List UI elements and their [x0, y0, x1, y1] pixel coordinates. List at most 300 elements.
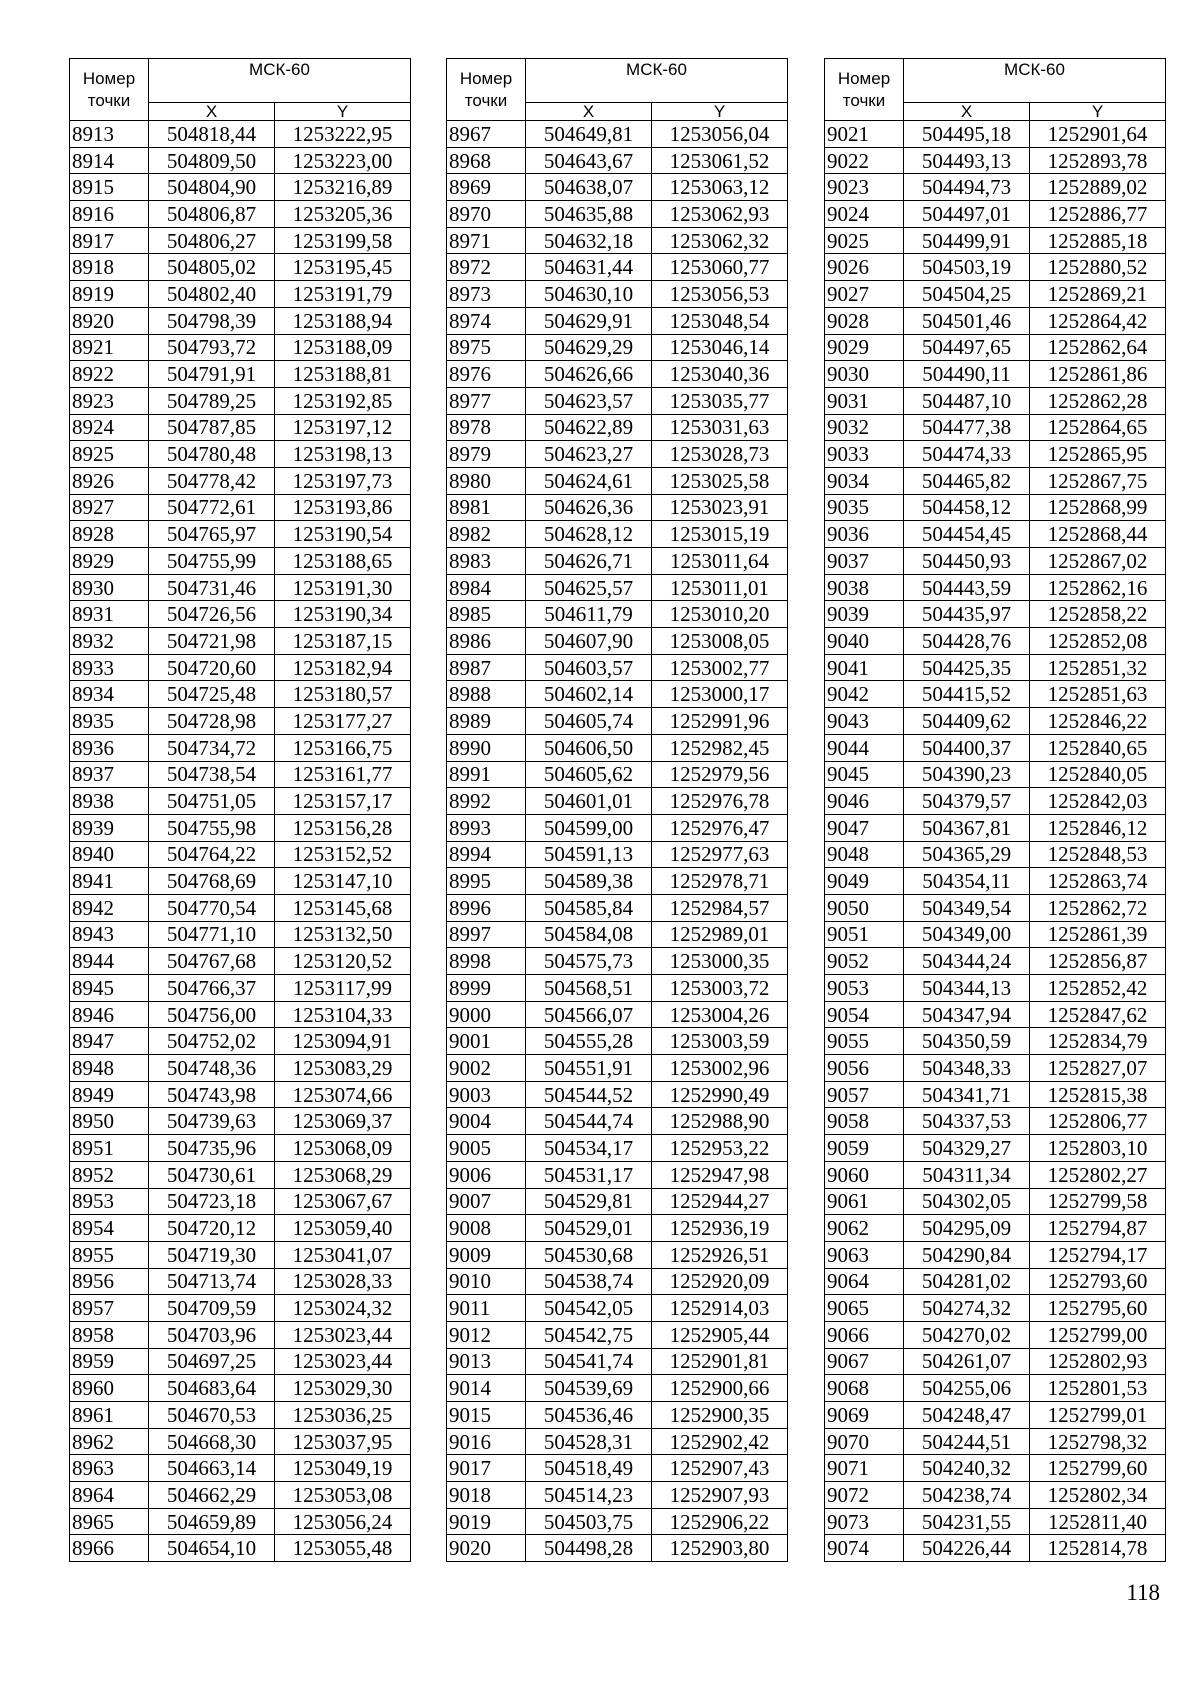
y-coordinate-cell: 1252862,64 — [1030, 334, 1166, 361]
x-coordinate-cell: 504529,81 — [526, 1188, 652, 1215]
y-coordinate-cell: 1253036,25 — [275, 1402, 411, 1429]
y-coordinate-cell: 1253161,77 — [275, 761, 411, 788]
point-number-cell: 8984 — [447, 574, 526, 601]
table-row — [447, 1455, 788, 1482]
point-number-cell: 8932 — [70, 628, 149, 655]
point-number-cell: 9012 — [447, 1321, 526, 1348]
x-coordinate-cell: 504544,74 — [526, 1108, 652, 1135]
x-coordinate-cell: 504748,36 — [149, 1055, 275, 1082]
table-row — [825, 1001, 1166, 1028]
y-header: Y — [652, 103, 788, 121]
table-row — [70, 441, 411, 468]
y-coordinate-cell: 1253191,30 — [275, 574, 411, 601]
table-row — [825, 975, 1166, 1002]
table-row — [447, 1055, 788, 1082]
y-coordinate-cell: 1253132,50 — [275, 921, 411, 948]
point-number-cell: 9062 — [825, 1215, 904, 1242]
table-row — [825, 1241, 1166, 1268]
point-number-cell: 9039 — [825, 601, 904, 628]
y-coordinate-cell: 1252856,87 — [1030, 948, 1166, 975]
point-number-cell: 9022 — [825, 147, 904, 174]
point-number-cell: 8983 — [447, 548, 526, 575]
x-coordinate-cell: 504555,28 — [526, 1028, 652, 1055]
point-number-cell: 9035 — [825, 494, 904, 521]
point-number-cell: 8928 — [70, 521, 149, 548]
x-coordinate-cell: 504504,25 — [904, 281, 1030, 308]
y-coordinate-cell: 1252982,45 — [652, 734, 788, 761]
table-row — [825, 894, 1166, 921]
x-coordinate-cell: 504713,74 — [149, 1268, 275, 1295]
y-coordinate-cell: 1253040,36 — [652, 361, 788, 388]
y-coordinate-cell: 1252880,52 — [1030, 254, 1166, 281]
x-coordinate-cell: 504743,98 — [149, 1081, 275, 1108]
coordinate-system-header: МСК-60 — [526, 59, 788, 103]
coordinate-system-header: МСК-60 — [904, 59, 1166, 103]
x-coordinate-cell: 504725,48 — [149, 681, 275, 708]
point-number-cell: 8968 — [447, 147, 526, 174]
table-row — [70, 975, 411, 1002]
x-coordinate-cell: 504454,45 — [904, 521, 1030, 548]
table-row — [825, 521, 1166, 548]
point-number-cell: 8966 — [70, 1535, 149, 1562]
point-number-cell: 9017 — [447, 1455, 526, 1482]
table-row — [447, 494, 788, 521]
x-coordinate-cell: 504514,23 — [526, 1482, 652, 1509]
point-number-cell: 8998 — [447, 948, 526, 975]
point-number-cell: 9018 — [447, 1482, 526, 1509]
x-coordinate-cell: 504626,36 — [526, 494, 652, 521]
point-number-cell: 8946 — [70, 1001, 149, 1028]
y-coordinate-cell: 1252867,02 — [1030, 548, 1166, 575]
point-number-cell: 9069 — [825, 1402, 904, 1429]
x-coordinate-cell: 504551,91 — [526, 1055, 652, 1082]
table-row — [70, 628, 411, 655]
x-coordinate-cell: 504495,18 — [904, 121, 1030, 148]
table-row — [447, 1268, 788, 1295]
x-coordinate-cell: 504787,85 — [149, 414, 275, 441]
table-row — [70, 1241, 411, 1268]
x-coordinate-cell: 504344,13 — [904, 975, 1030, 1002]
x-coordinate-cell: 504755,99 — [149, 548, 275, 575]
x-coordinate-cell: 504668,30 — [149, 1428, 275, 1455]
x-coordinate-cell: 504238,74 — [904, 1482, 1030, 1509]
point-number-cell: 8945 — [70, 975, 149, 1002]
y-coordinate-cell: 1253223,00 — [275, 147, 411, 174]
y-coordinate-cell: 1253216,89 — [275, 174, 411, 201]
y-coordinate-cell: 1252863,74 — [1030, 868, 1166, 895]
point-number-cell: 9047 — [825, 814, 904, 841]
y-coordinate-cell: 1252947,98 — [652, 1161, 788, 1188]
y-coordinate-cell: 1253056,53 — [652, 281, 788, 308]
table-row — [447, 174, 788, 201]
y-coordinate-cell: 1252834,79 — [1030, 1028, 1166, 1055]
point-number-cell: 8985 — [447, 601, 526, 628]
y-coordinate-cell: 1252953,22 — [652, 1135, 788, 1162]
point-number-cell: 8973 — [447, 281, 526, 308]
y-coordinate-cell: 1253028,73 — [652, 441, 788, 468]
x-coordinate-cell: 504498,28 — [526, 1535, 652, 1562]
x-coordinate-cell: 504625,57 — [526, 574, 652, 601]
point-number-cell: 9073 — [825, 1508, 904, 1535]
x-coordinate-cell: 504365,29 — [904, 841, 1030, 868]
coordinates-table-2 — [446, 58, 788, 1562]
y-coordinate-cell: 1252811,40 — [1030, 1508, 1166, 1535]
y-coordinate-cell: 1253187,15 — [275, 628, 411, 655]
y-coordinate-cell: 1253059,40 — [275, 1215, 411, 1242]
point-number-cell: 9015 — [447, 1402, 526, 1429]
table-row — [70, 1001, 411, 1028]
point-number-cell: 8949 — [70, 1081, 149, 1108]
point-number-cell: 9004 — [447, 1108, 526, 1135]
y-coordinate-cell: 1252976,78 — [652, 788, 788, 815]
table-row — [70, 1348, 411, 1375]
point-number-cell: 8977 — [447, 387, 526, 414]
point-number-header: Номер точки — [825, 59, 904, 121]
point-number-cell: 9065 — [825, 1295, 904, 1322]
y-coordinate-cell: 1252990,49 — [652, 1081, 788, 1108]
x-coordinate-cell: 504623,27 — [526, 441, 652, 468]
table-row — [70, 1535, 411, 1562]
table-row — [825, 1482, 1166, 1509]
point-number-cell: 9068 — [825, 1375, 904, 1402]
y-coordinate-cell: 1253197,12 — [275, 414, 411, 441]
coordinates-table-3 — [824, 58, 1166, 1562]
table-row — [825, 1055, 1166, 1082]
x-coordinate-cell: 504531,17 — [526, 1161, 652, 1188]
table-row — [825, 1321, 1166, 1348]
x-coordinate-cell: 504499,91 — [904, 227, 1030, 254]
x-coordinate-cell: 504766,37 — [149, 975, 275, 1002]
x-coordinate-cell: 504628,12 — [526, 521, 652, 548]
x-coordinate-cell: 504804,90 — [149, 174, 275, 201]
point-number-header: Номер точки — [447, 59, 526, 121]
table-row — [70, 281, 411, 308]
table-row — [447, 548, 788, 575]
y-coordinate-cell: 1253222,95 — [275, 121, 411, 148]
point-number-cell: 9030 — [825, 361, 904, 388]
x-coordinate-cell: 504602,14 — [526, 681, 652, 708]
y-coordinate-cell: 1252799,60 — [1030, 1455, 1166, 1482]
y-coordinate-cell: 1252842,03 — [1030, 788, 1166, 815]
y-coordinate-cell: 1253094,91 — [275, 1028, 411, 1055]
x-coordinate-cell: 504768,69 — [149, 868, 275, 895]
y-coordinate-cell: 1252803,10 — [1030, 1135, 1166, 1162]
table-row — [447, 1375, 788, 1402]
x-coordinate-cell: 504589,38 — [526, 868, 652, 895]
point-number-cell: 8958 — [70, 1321, 149, 1348]
point-number-cell: 9029 — [825, 334, 904, 361]
point-number-cell: 8927 — [70, 494, 149, 521]
y-coordinate-cell: 1252851,32 — [1030, 654, 1166, 681]
table-row — [70, 948, 411, 975]
point-number-cell: 9005 — [447, 1135, 526, 1162]
point-number-header: Номер точки — [70, 59, 149, 121]
table-row — [70, 1375, 411, 1402]
table-row — [70, 601, 411, 628]
y-coordinate-cell: 1253180,57 — [275, 681, 411, 708]
point-number-cell: 8918 — [70, 254, 149, 281]
point-number-cell: 9048 — [825, 841, 904, 868]
table-row — [825, 841, 1166, 868]
x-coordinate-cell: 504503,19 — [904, 254, 1030, 281]
y-coordinate-cell: 1252926,51 — [652, 1241, 788, 1268]
x-coordinate-cell: 504538,74 — [526, 1268, 652, 1295]
table-row — [447, 281, 788, 308]
point-number-cell: 9027 — [825, 281, 904, 308]
x-coordinate-cell: 504635,88 — [526, 201, 652, 228]
table-row — [447, 948, 788, 975]
table-row — [447, 441, 788, 468]
x-coordinate-cell: 504622,89 — [526, 414, 652, 441]
x-coordinate-cell: 504730,61 — [149, 1161, 275, 1188]
x-coordinate-cell: 504541,74 — [526, 1348, 652, 1375]
table-row — [447, 121, 788, 148]
point-number-cell: 8916 — [70, 201, 149, 228]
y-coordinate-cell: 1253041,07 — [275, 1241, 411, 1268]
table-row — [70, 1508, 411, 1535]
table-row — [825, 628, 1166, 655]
y-coordinate-cell: 1253023,44 — [275, 1321, 411, 1348]
y-coordinate-cell: 1252801,53 — [1030, 1375, 1166, 1402]
table-row — [70, 147, 411, 174]
table-row — [447, 361, 788, 388]
point-number-cell: 8935 — [70, 708, 149, 735]
x-header: X — [149, 103, 275, 121]
table-row — [825, 1215, 1166, 1242]
point-number-cell: 8914 — [70, 147, 149, 174]
point-number-cell: 9009 — [447, 1241, 526, 1268]
x-coordinate-cell: 504281,02 — [904, 1268, 1030, 1295]
table-row — [447, 628, 788, 655]
table-row — [447, 1348, 788, 1375]
y-coordinate-cell: 1253003,59 — [652, 1028, 788, 1055]
table-row — [447, 201, 788, 228]
x-coordinate-cell: 504530,68 — [526, 1241, 652, 1268]
y-coordinate-cell: 1253145,68 — [275, 894, 411, 921]
x-coordinate-cell: 504719,30 — [149, 1241, 275, 1268]
table-row — [825, 814, 1166, 841]
table-row — [70, 1482, 411, 1509]
y-coordinate-cell: 1253062,93 — [652, 201, 788, 228]
y-coordinate-cell: 1252867,75 — [1030, 467, 1166, 494]
y-coordinate-cell: 1252861,39 — [1030, 921, 1166, 948]
coordinates-table-1 — [69, 58, 411, 1562]
y-coordinate-cell: 1253031,63 — [652, 414, 788, 441]
y-coordinate-cell: 1252852,42 — [1030, 975, 1166, 1002]
table-row — [70, 761, 411, 788]
y-coordinate-cell: 1253188,09 — [275, 334, 411, 361]
y-coordinate-cell: 1252989,01 — [652, 921, 788, 948]
table-row — [70, 467, 411, 494]
table-row — [825, 761, 1166, 788]
y-coordinate-cell: 1253152,52 — [275, 841, 411, 868]
point-number-cell: 8991 — [447, 761, 526, 788]
x-coordinate-cell: 504791,91 — [149, 361, 275, 388]
x-coordinate-cell: 504629,29 — [526, 334, 652, 361]
table-row — [447, 814, 788, 841]
x-coordinate-cell: 504311,34 — [904, 1161, 1030, 1188]
table-row — [70, 174, 411, 201]
table-row — [447, 1402, 788, 1429]
x-coordinate-cell: 504649,81 — [526, 121, 652, 148]
point-number-cell: 9066 — [825, 1321, 904, 1348]
point-number-cell: 9042 — [825, 681, 904, 708]
point-number-cell: 9055 — [825, 1028, 904, 1055]
table-row — [70, 708, 411, 735]
table-row — [70, 654, 411, 681]
table-row — [447, 1535, 788, 1562]
x-coordinate-cell: 504428,76 — [904, 628, 1030, 655]
x-coordinate-cell: 504670,53 — [149, 1402, 275, 1429]
table-row — [70, 1188, 411, 1215]
point-number-cell: 8956 — [70, 1268, 149, 1295]
x-coordinate-cell: 504347,94 — [904, 1001, 1030, 1028]
y-coordinate-cell: 1252864,65 — [1030, 414, 1166, 441]
y-coordinate-cell: 1252984,57 — [652, 894, 788, 921]
x-coordinate-cell: 504329,27 — [904, 1135, 1030, 1162]
x-coordinate-cell: 504231,55 — [904, 1508, 1030, 1535]
point-number-cell: 8930 — [70, 574, 149, 601]
y-coordinate-cell: 1252991,96 — [652, 708, 788, 735]
table-row — [447, 1215, 788, 1242]
y-coordinate-cell: 1253028,33 — [275, 1268, 411, 1295]
point-number-cell: 9025 — [825, 227, 904, 254]
x-coordinate-cell: 504400,37 — [904, 734, 1030, 761]
table-row — [70, 201, 411, 228]
x-coordinate-cell: 504739,63 — [149, 1108, 275, 1135]
x-coordinate-cell: 504683,64 — [149, 1375, 275, 1402]
x-coordinate-cell: 504534,17 — [526, 1135, 652, 1162]
y-header: Y — [1030, 103, 1166, 121]
y-coordinate-cell: 1252902,42 — [652, 1428, 788, 1455]
y-coordinate-cell: 1252936,19 — [652, 1215, 788, 1242]
table-row — [70, 1135, 411, 1162]
point-number-cell: 9013 — [447, 1348, 526, 1375]
table-row — [70, 1295, 411, 1322]
table-row — [70, 1455, 411, 1482]
y-coordinate-cell: 1253048,54 — [652, 307, 788, 334]
table-row — [70, 681, 411, 708]
x-coordinate-cell: 504611,79 — [526, 601, 652, 628]
table-row — [70, 814, 411, 841]
point-number-cell: 8921 — [70, 334, 149, 361]
x-coordinate-cell: 504425,35 — [904, 654, 1030, 681]
point-number-cell: 8926 — [70, 467, 149, 494]
y-coordinate-cell: 1253188,65 — [275, 548, 411, 575]
y-coordinate-cell: 1253023,91 — [652, 494, 788, 521]
point-number-cell: 8974 — [447, 307, 526, 334]
table-row — [70, 894, 411, 921]
x-coordinate-cell: 504528,31 — [526, 1428, 652, 1455]
x-coordinate-cell: 504497,01 — [904, 201, 1030, 228]
table-row — [70, 1055, 411, 1082]
point-number-cell: 8976 — [447, 361, 526, 388]
x-coordinate-cell: 504367,81 — [904, 814, 1030, 841]
x-coordinate-cell: 504497,65 — [904, 334, 1030, 361]
y-coordinate-cell: 1253068,09 — [275, 1135, 411, 1162]
point-number-cell: 8979 — [447, 441, 526, 468]
point-number-cell: 8955 — [70, 1241, 149, 1268]
y-coordinate-cell: 1252846,12 — [1030, 814, 1166, 841]
point-number-cell: 8915 — [70, 174, 149, 201]
y-coordinate-cell: 1253156,28 — [275, 814, 411, 841]
point-number-cell: 8923 — [70, 387, 149, 414]
x-coordinate-cell: 504659,89 — [149, 1508, 275, 1535]
point-number-cell: 9070 — [825, 1428, 904, 1455]
point-number-cell: 8925 — [70, 441, 149, 468]
table-row — [70, 1028, 411, 1055]
y-coordinate-cell: 1253055,48 — [275, 1535, 411, 1562]
y-coordinate-cell: 1253068,29 — [275, 1161, 411, 1188]
point-number-cell: 9006 — [447, 1161, 526, 1188]
point-number-cell: 9053 — [825, 975, 904, 1002]
table-row — [447, 921, 788, 948]
x-coordinate-cell: 504643,67 — [526, 147, 652, 174]
x-coordinate-cell: 504529,01 — [526, 1215, 652, 1242]
table-row — [447, 1508, 788, 1535]
point-number-cell: 8997 — [447, 921, 526, 948]
table-row — [825, 548, 1166, 575]
x-coordinate-cell: 504435,97 — [904, 601, 1030, 628]
point-number-cell: 8931 — [70, 601, 149, 628]
table-row — [70, 841, 411, 868]
point-number-cell: 8975 — [447, 334, 526, 361]
point-number-cell: 9026 — [825, 254, 904, 281]
y-coordinate-cell: 1252914,03 — [652, 1295, 788, 1322]
point-number-cell: 9036 — [825, 521, 904, 548]
y-coordinate-cell: 1252815,38 — [1030, 1081, 1166, 1108]
y-coordinate-cell: 1253198,13 — [275, 441, 411, 468]
table-row — [70, 1321, 411, 1348]
point-number-cell: 8913 — [70, 121, 149, 148]
table-row — [825, 1108, 1166, 1135]
x-coordinate-cell: 504544,52 — [526, 1081, 652, 1108]
point-number-cell: 9008 — [447, 1215, 526, 1242]
point-number-cell: 8994 — [447, 841, 526, 868]
point-number-cell: 8934 — [70, 681, 149, 708]
x-coordinate-cell: 504539,69 — [526, 1375, 652, 1402]
x-coordinate-cell: 504765,97 — [149, 521, 275, 548]
y-coordinate-cell: 1253199,58 — [275, 227, 411, 254]
x-coordinate-cell: 504780,48 — [149, 441, 275, 468]
point-number-cell: 8953 — [70, 1188, 149, 1215]
table-row — [825, 708, 1166, 735]
table-row — [447, 254, 788, 281]
x-header: X — [904, 103, 1030, 121]
point-number-cell: 9032 — [825, 414, 904, 441]
x-coordinate-cell: 504751,05 — [149, 788, 275, 815]
y-coordinate-cell: 1252907,93 — [652, 1482, 788, 1509]
table-row — [447, 1321, 788, 1348]
point-number-cell: 8980 — [447, 467, 526, 494]
x-coordinate-cell: 504295,09 — [904, 1215, 1030, 1242]
x-coordinate-cell: 504624,61 — [526, 467, 652, 494]
x-coordinate-cell: 504755,98 — [149, 814, 275, 841]
table-row — [447, 681, 788, 708]
x-coordinate-cell: 504629,91 — [526, 307, 652, 334]
point-number-cell: 8943 — [70, 921, 149, 948]
x-coordinate-cell: 504487,10 — [904, 387, 1030, 414]
y-coordinate-cell: 1252978,71 — [652, 868, 788, 895]
table-row — [825, 1508, 1166, 1535]
table-row — [70, 414, 411, 441]
y-coordinate-cell: 1253004,26 — [652, 1001, 788, 1028]
table-row — [447, 654, 788, 681]
point-number-cell: 9046 — [825, 788, 904, 815]
x-coordinate-cell: 504591,13 — [526, 841, 652, 868]
table-row — [825, 681, 1166, 708]
table-row — [825, 1535, 1166, 1562]
